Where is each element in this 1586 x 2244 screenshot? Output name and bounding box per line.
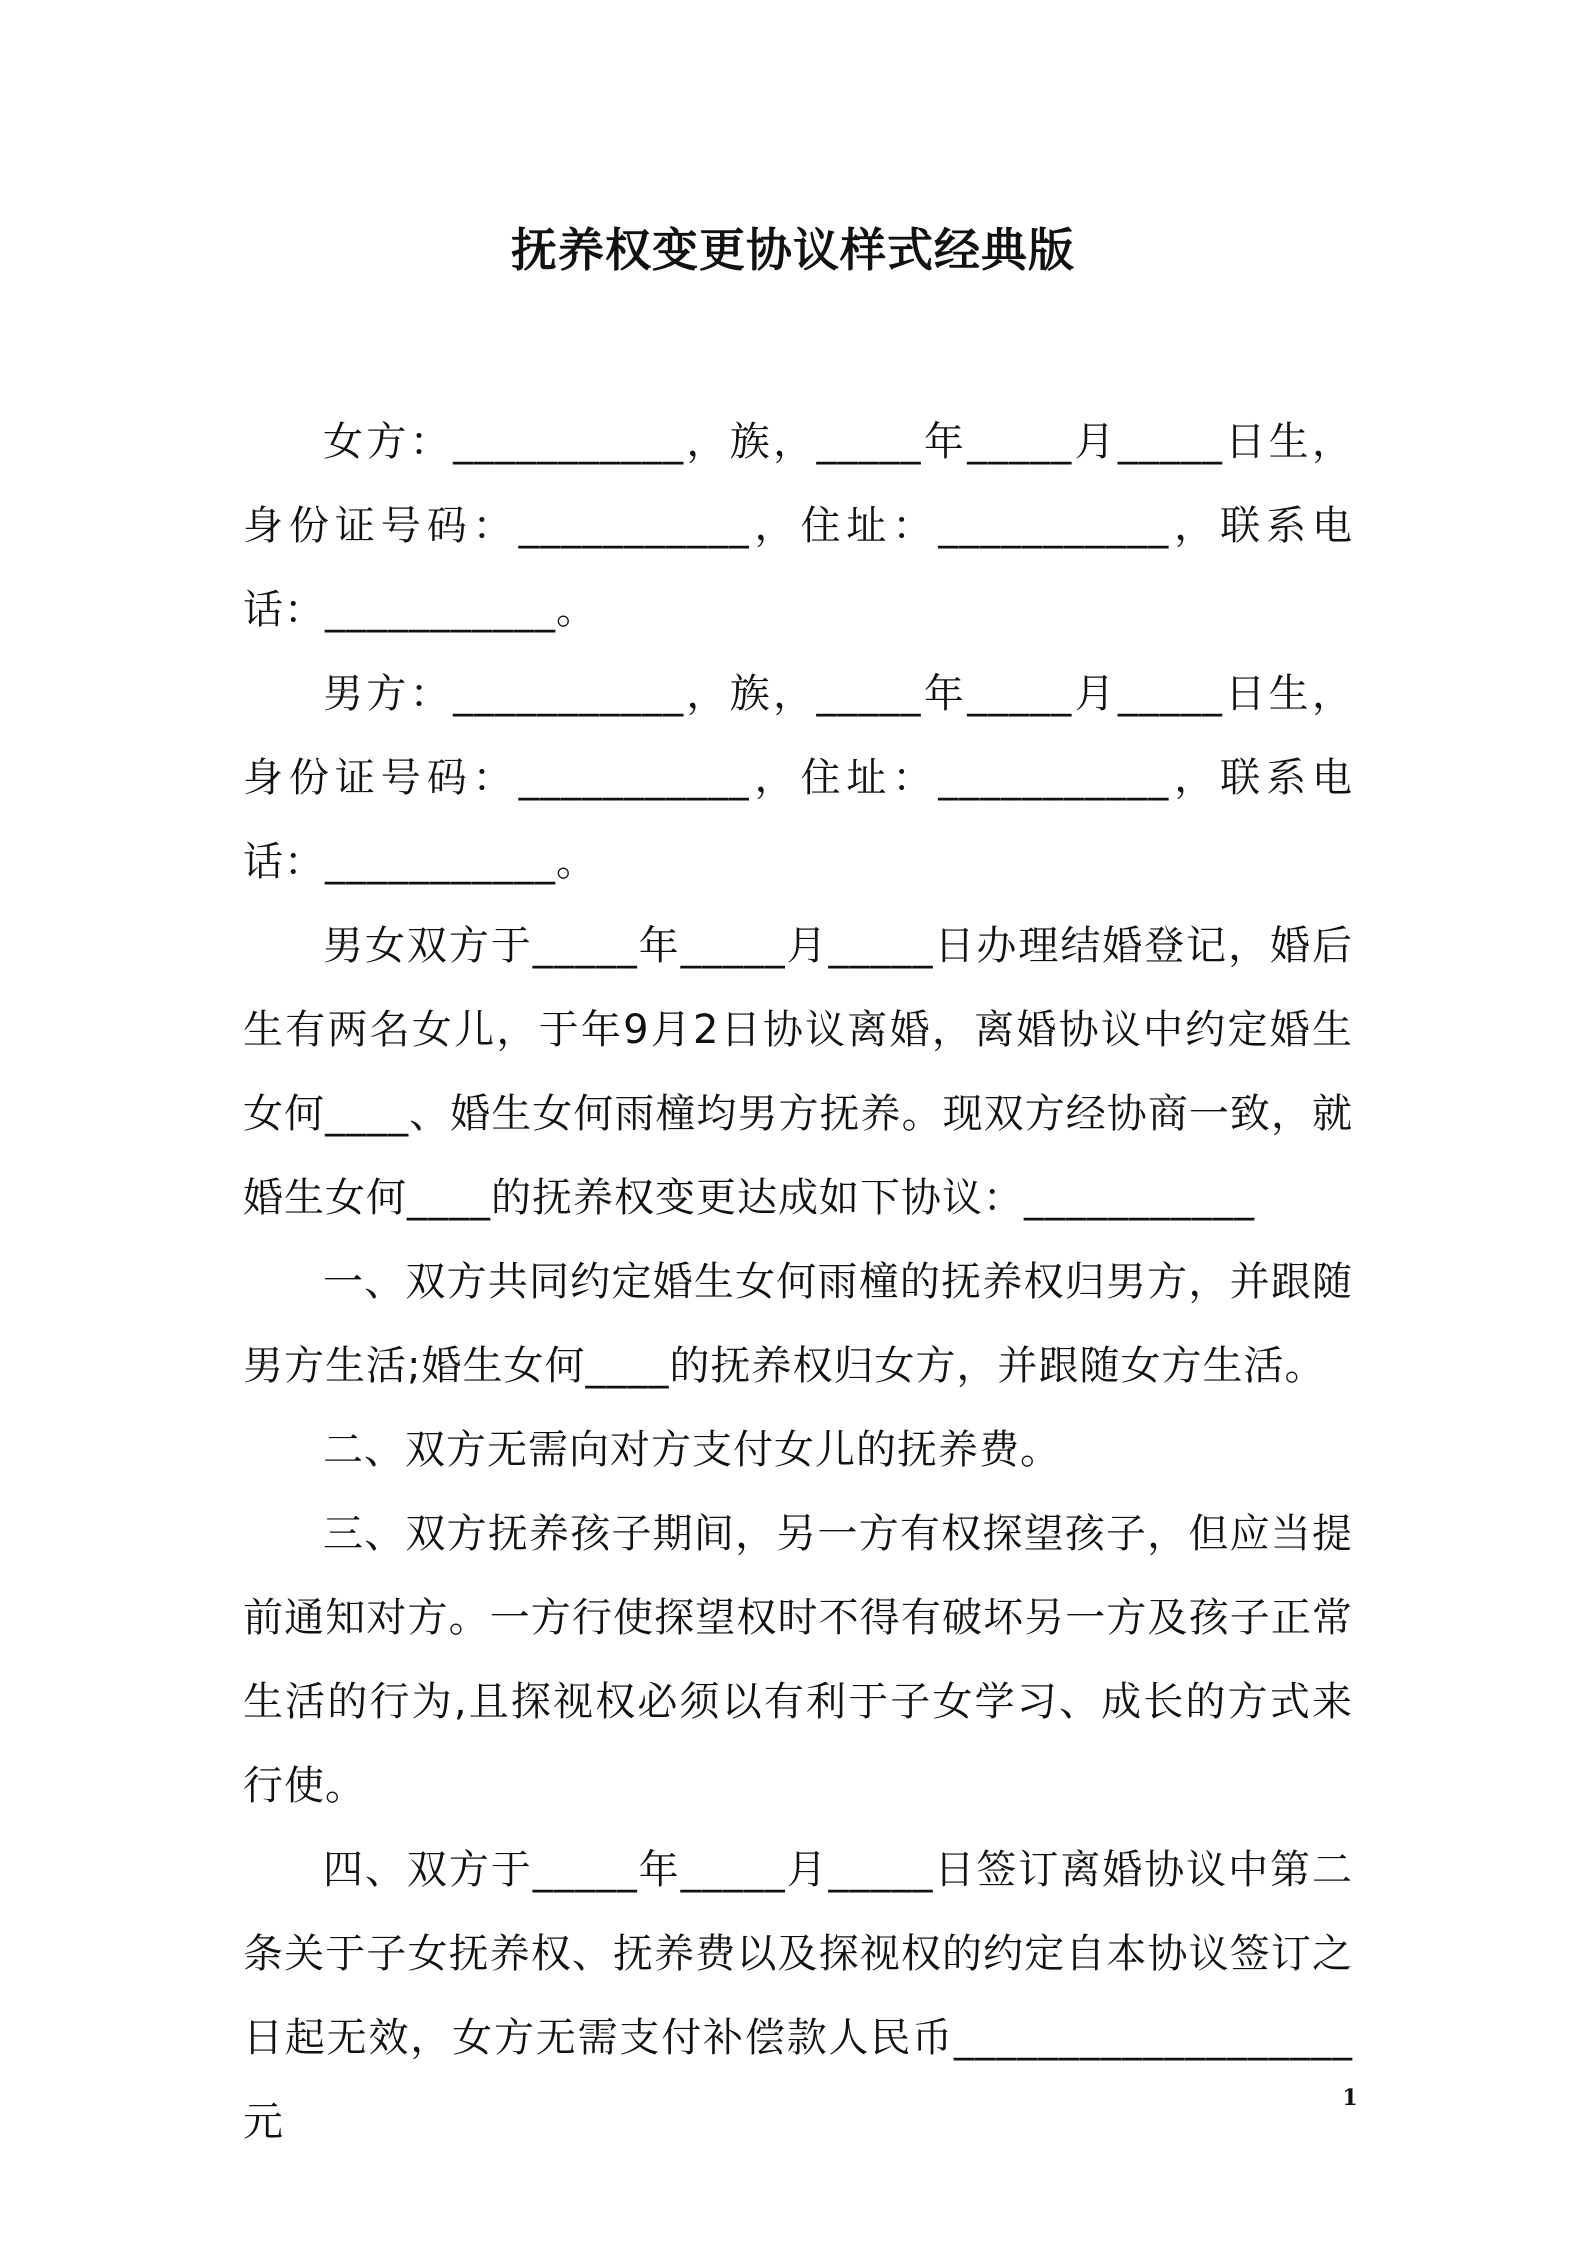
paragraph-male-party: 男方：___________，族，_____年_____月_____日生，身份证号码：___________，住址：___________，联系电话：___________。 [243,671,1353,885]
paragraph-female-party: 女方：___________，族，_____年_____月_____日生，身份证号码：___________，住址：___________，联系电话：___________。 [243,419,1353,633]
paragraph-clause-1: 一、双方共同约定婚生女何雨橦的抚养权归男方，并跟随男方生活;婚生女何____的抚养权归女方，并跟随女方生活。 [243,1259,1353,1389]
document-body [243,400,1353,2164]
page-number: 1 [1342,2085,1358,2111]
paragraph-clause-3: 三、双方抚养孩子期间，另一方有权探望孩子，但应当提前通知对方。一方行使探望权时不得有破坏另一方及孩子正常生活的行为,且探视权必须以有利于子女学习、成长的方式来行使。 [243,1511,1353,1809]
paragraph-clause-2: 二、双方无需向对方支付女儿的抚养费。 [323,1427,1061,1473]
document-title: 抚养权变更协议样式经典版 [511,223,1075,277]
paragraph-clause-4: 四、双方于_____年_____月_____日签订离婚协议中第二条关于子女抚养权、抚养费以及探视权的约定自本协议签订之日起无效，女方无需支付补偿款人民币___________________元 [243,1847,1353,2145]
paragraph-background: 男女双方于_____年_____月_____日办理结婚登记，婚后生有两名女儿，于年9月2日协议离婚，离婚协议中约定婚生女何____、婚生女何雨橦均男方抚养。现双方经协商一致，就婚生女何____的抚养权变更达成如下协议：___________ [243,923,1353,1221]
